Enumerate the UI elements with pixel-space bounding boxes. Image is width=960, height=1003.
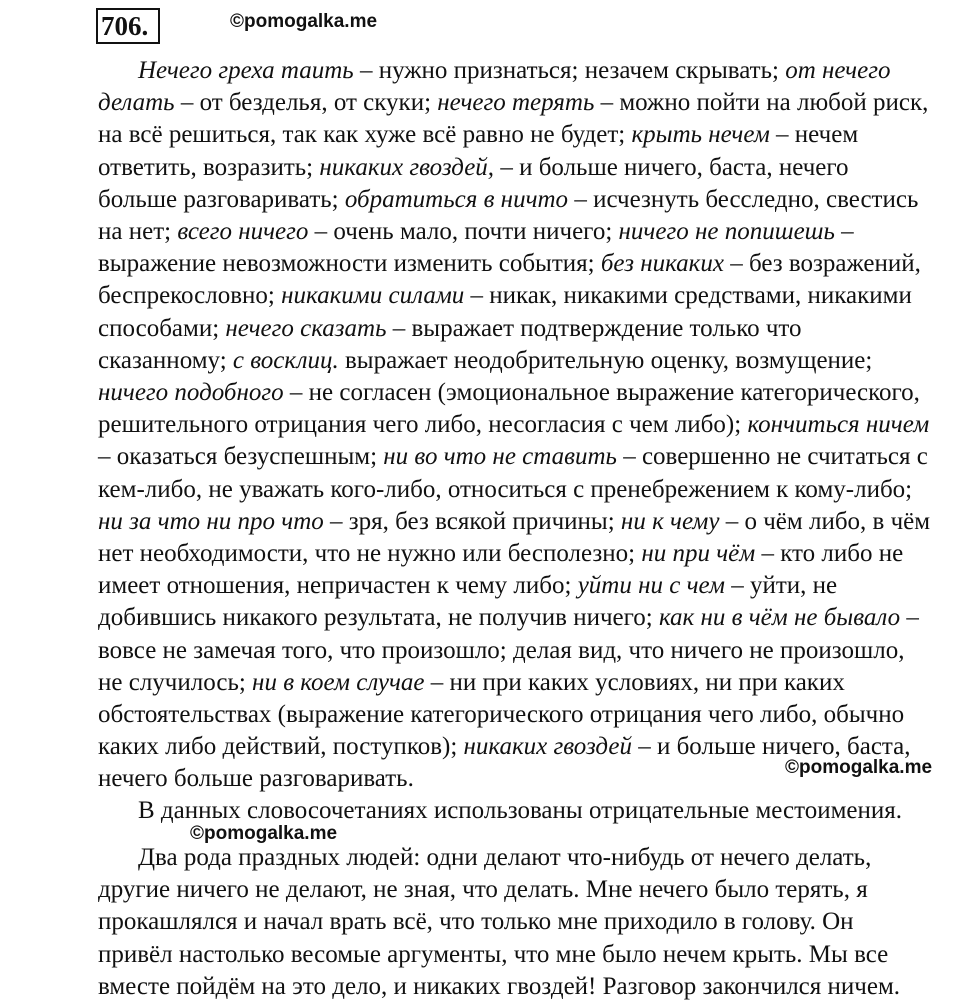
definition-text: – нечем — [769, 121, 859, 149]
definition-text: на нет; — [98, 218, 178, 246]
text-line — [58, 119, 939, 151]
idiom-phrase: никакими силами — [281, 282, 465, 310]
text-line — [58, 441, 939, 473]
definition-text: – оказаться безуспешным; — [98, 443, 384, 471]
definition-text: – кто либо не — [755, 540, 904, 568]
idiom-phrase: обратиться в ничто — [344, 185, 569, 213]
definition-text: каких либо действий, поступков); — [98, 733, 464, 761]
idiom-phrase: ни во что не ставить — [383, 443, 617, 471]
idiom-phrase: как ни в чём не бывало — [658, 604, 901, 632]
paragraph-idioms — [58, 55, 939, 796]
definition-text: – зря, без всякой причины; — [323, 507, 621, 535]
idiom-phrase: никаких гвоздей, — [319, 153, 495, 181]
definition-text: решительного отрицания чего либо, несогласия с чем либо); — [98, 411, 748, 439]
idiom-phrase: делать — [98, 89, 175, 117]
definition-text: – можно пойти на любой риск, — [594, 89, 929, 117]
definition-text: ответить, возразить; — [98, 153, 320, 181]
definition-text: – — [834, 218, 854, 246]
text-line — [58, 313, 939, 345]
definition-text: выражает неодобрительную оценку, возмущение; — [338, 346, 873, 374]
idiom-phrase: ничего подобного — [98, 379, 284, 407]
definition-text: – и больше ничего, баста, нечего — [494, 153, 849, 181]
definition-text: – нужно признаться; незачем скрывать; — [353, 57, 786, 84]
idiom-phrase: нечего сказать — [225, 314, 387, 342]
watermark-lower: ©pomogalka.me — [190, 823, 338, 844]
text-line — [58, 55, 939, 87]
definition-text: добившись никакого результата, не получив ничего; — [98, 604, 659, 632]
example-line: привёл настолько весомые аргументы, что мне было нечем крыть. Мы все — [98, 940, 889, 968]
conclusion-text: В данных словосочетаниях использованы отрицательные местоимения. — [138, 797, 903, 824]
idiom-phrase: всего ничего — [177, 218, 309, 246]
example-line: прокашлялся и начал врать всё, что только мне приходило в голову. Он — [98, 908, 854, 936]
definition-text: – и больше ничего, баста, — [631, 733, 911, 761]
idiom-phrase: от нечего — [785, 57, 891, 84]
example-line: Два рода праздных людей: одни делают что-нибудь от нечего делать, — [138, 844, 872, 871]
paragraph-examples — [58, 842, 939, 1003]
idiom-phrase: с восклиц. — [232, 346, 339, 374]
idiom-phrase: уйти ни с чем — [577, 572, 725, 600]
definition-text: – исчезнуть бесследно, свестись — [568, 185, 919, 213]
idiom-phrase: ничего не попишешь — [618, 218, 835, 246]
idiom-phrase: Нечего греха таить — [138, 57, 354, 84]
definition-text: имеет отношения, непричастен к чему либо; — [98, 572, 578, 600]
definition-text: вовсе не замечая того, что произошло; делая вид, что ничего не произошло, — [98, 636, 905, 664]
definition-text: – выражает подтверждение только что — [386, 314, 802, 342]
text-line — [58, 667, 939, 699]
text-line — [58, 602, 939, 634]
text-line — [58, 184, 939, 216]
text-line — [58, 152, 939, 184]
idiom-phrase: ни к чему — [620, 507, 720, 535]
definition-text: нет необходимости, что не нужно или бесполезно; — [98, 540, 642, 568]
definition-text: – не согласен (эмоциональное выражение категорического, — [283, 379, 920, 407]
text-line — [58, 570, 939, 602]
example-line: вместе пойдём на это дело, и никаких гвоздей! Разговор закончился ничем. — [98, 972, 901, 1000]
idiom-phrase: ни за что ни про что — [98, 507, 324, 535]
definition-text: сказанному; — [98, 346, 233, 374]
text-line — [58, 474, 939, 506]
text-line — [58, 699, 939, 731]
definition-text: нечего больше разговаривать. — [98, 765, 414, 793]
definition-text: на всё решиться, так как хуже всё равно не будет; — [98, 121, 632, 149]
definition-text: не случилось; — [98, 668, 253, 696]
task-number: 706. — [96, 8, 160, 44]
definition-text: способами; — [98, 314, 226, 342]
text-line — [58, 248, 939, 280]
text-line — [58, 538, 939, 570]
text-line — [58, 377, 939, 409]
definition-text: – никак, никакими средствами, никакими — [464, 282, 912, 310]
idiom-phrase: крыть нечем — [631, 121, 770, 149]
idiom-phrase: кончиться ничем — [747, 411, 930, 439]
definition-text: – уйти, не — [724, 572, 838, 600]
idiom-phrase: ни в коем случае — [252, 668, 425, 696]
idiom-phrase: без никаких — [600, 250, 724, 278]
text-line — [58, 216, 939, 248]
definition-text: обстоятельствах (выражение категорического отрицания чего либо, обычно — [98, 701, 905, 729]
text-line — [58, 280, 939, 312]
text-line — [58, 635, 939, 667]
text-line — [58, 87, 939, 119]
definition-text: кем-либо, не уважать кого-либо, относиться с пренебрежением к кому-либо; — [98, 475, 913, 503]
definition-text: выражение невозможности изменить события; — [98, 250, 601, 278]
idiom-phrase: ни при чём — [641, 540, 756, 568]
text-line — [58, 345, 939, 377]
example-line: другие ничего не делают, не зная, что делать. Мне нечего было терять, я — [98, 876, 868, 904]
definition-text: – от безделья, от скуки; — [174, 89, 438, 117]
definition-text: – о чём либо, в чём — [719, 507, 931, 535]
definition-text: – — [900, 604, 919, 632]
definition-text: – совершенно не считаться с — [616, 443, 928, 471]
idiom-phrase: нечего терять — [437, 89, 595, 117]
watermark-top: ©pomogalka.me — [230, 11, 378, 32]
watermark-middle: ©pomogalka.me — [785, 757, 933, 778]
definition-text: беспрекословно; — [98, 282, 282, 310]
definition-text: больше разговаривать; — [98, 185, 345, 213]
definition-text: – ни при каких условиях, ни при каких — [424, 668, 845, 696]
text-line — [58, 409, 939, 441]
definition-text: – без возражений, — [723, 250, 921, 278]
idiom-phrase: никаких гвоздей — [463, 733, 632, 761]
definition-text: – очень мало, почти ничего; — [308, 218, 619, 246]
text-line — [58, 506, 939, 538]
